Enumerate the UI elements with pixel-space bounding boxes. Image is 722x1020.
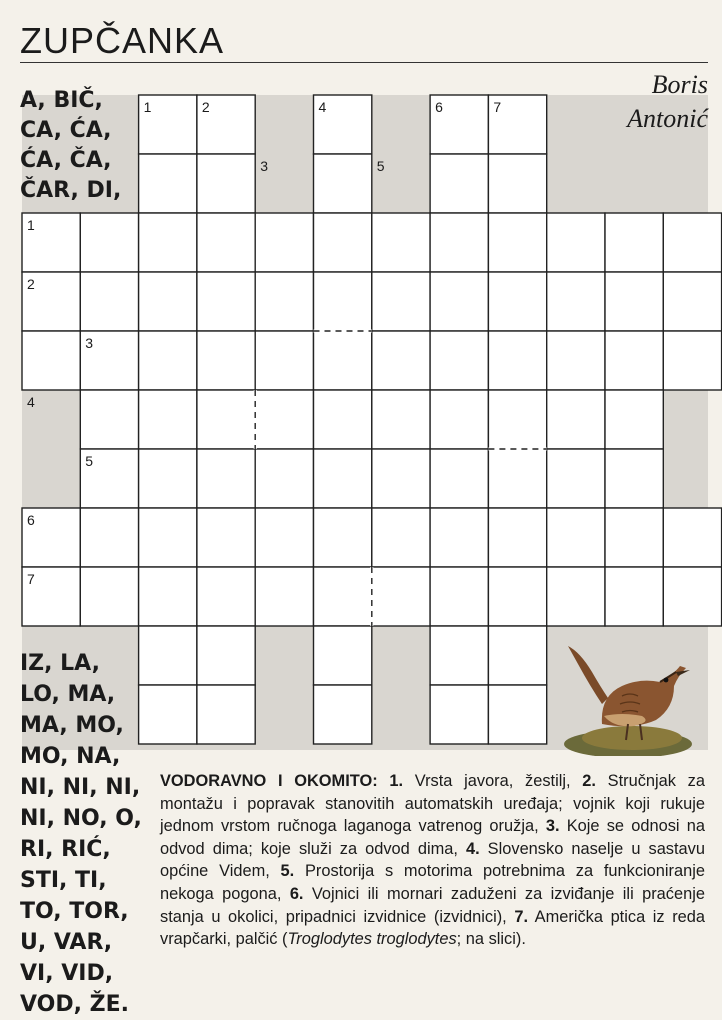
grid-cell[interactable] [139, 272, 197, 331]
grid-cell[interactable] [488, 626, 546, 685]
grid-cell[interactable] [139, 154, 197, 213]
clue-text: Koje se odnosi na odvod dima; koje služi za odvod dima, [160, 817, 705, 858]
grid-cell[interactable] [605, 390, 663, 449]
grid-cell[interactable] [430, 508, 488, 567]
grid-cell[interactable] [255, 331, 313, 390]
grid-cell[interactable] [430, 154, 488, 213]
grid-cell[interactable] [197, 154, 255, 213]
grid-cell[interactable] [488, 331, 546, 390]
clue-text: Slovensko naselje u sastavu općine Videm, [160, 839, 705, 881]
syllable-line: NI, NO, O, [20, 806, 142, 831]
syllable-line: STI, TI, [20, 868, 107, 893]
grid-cell[interactable] [197, 508, 255, 567]
clue-number: 1. [389, 772, 404, 790]
grid-cell[interactable] [605, 331, 663, 390]
grid-cell[interactable] [547, 390, 605, 449]
clue-number: 6. [289, 884, 304, 903]
clue-text: Vrsta javora, žestilj, [403, 772, 583, 790]
grid-cell[interactable] [80, 508, 138, 567]
grid-cell[interactable] [80, 272, 138, 331]
grid-cell[interactable] [488, 213, 546, 272]
cell-number: 6 [435, 99, 443, 115]
grid-cell[interactable] [430, 567, 488, 626]
syllable-line: TO, TOR, [20, 899, 129, 924]
clues-heading: VODORAVNO I OKOMITO: [160, 772, 378, 790]
grid-cell[interactable] [372, 331, 430, 390]
syllable-line: ČAR, DI, [20, 178, 122, 203]
syllable-line: CA, ĆA, [20, 118, 112, 143]
clue-text: Vojnici ili mornari zaduženi za izviđanje ili praćenje stanja u okolici, pripadnici izvidnice (izvidnici), [160, 884, 705, 926]
syllable-list-bottom [20, 648, 142, 1020]
syllable-line: RI, RIĆ, [20, 837, 111, 862]
clue-text: Američka ptica iz reda vrapčarki, palčić ( [160, 907, 705, 949]
syllable-list-top [20, 86, 121, 206]
syllable-line: MA, MO, [20, 713, 124, 738]
cell-number: 2 [27, 276, 35, 292]
grid-cell[interactable] [139, 567, 197, 626]
syllable-line: MO, NA, [20, 744, 121, 769]
cell-number: 7 [27, 571, 35, 587]
grid-cell[interactable] [547, 331, 605, 390]
grid-cell[interactable] [372, 508, 430, 567]
grid-cell[interactable] [488, 154, 546, 213]
author-last-name: Antonić [627, 104, 708, 133]
grid-cell[interactable] [430, 685, 488, 744]
syllable-line: IZ, LA, [20, 651, 100, 676]
grid-cell[interactable] [255, 390, 313, 449]
cell-number: 1 [27, 217, 35, 233]
grid-cell[interactable] [314, 626, 372, 685]
grid-cell[interactable] [488, 272, 546, 331]
grid-cell[interactable] [22, 331, 80, 390]
grid-cell[interactable] [80, 213, 138, 272]
grid-cell[interactable] [488, 508, 546, 567]
grid-cell[interactable] [139, 685, 197, 744]
grid-cell[interactable] [430, 213, 488, 272]
grid-cell[interactable] [197, 390, 255, 449]
grid-cell[interactable] [80, 390, 138, 449]
grid-cell[interactable] [663, 272, 721, 331]
grid-cell[interactable] [605, 449, 663, 508]
syllable-line: A, BIČ, [20, 88, 103, 113]
author-credit [627, 68, 708, 136]
grid-cell[interactable] [197, 272, 255, 331]
grid-cell[interactable] [255, 272, 313, 331]
grid-cell[interactable] [139, 390, 197, 449]
grid-cell[interactable] [314, 213, 372, 272]
clue-number: 5. [280, 862, 295, 881]
grid-cell[interactable] [197, 449, 255, 508]
grid-cell[interactable] [430, 449, 488, 508]
syllable-line: VI, VID, [20, 961, 114, 986]
grid-cell[interactable] [372, 390, 430, 449]
grid-cell[interactable] [197, 213, 255, 272]
grid-cell[interactable] [372, 213, 430, 272]
grid-cell[interactable] [372, 449, 430, 508]
grid-cell[interactable] [663, 508, 721, 567]
grid-cell[interactable] [547, 508, 605, 567]
grid-cell[interactable] [255, 449, 313, 508]
grid-cell[interactable] [255, 567, 313, 626]
syllable-line: U, VAR, [20, 930, 113, 955]
grid-cell[interactable] [488, 449, 546, 508]
clue-number: 7. [514, 907, 528, 926]
grid-cell[interactable] [663, 331, 721, 390]
syllable-line: ĆA, ČA, [20, 148, 112, 173]
clue-number: 2. [582, 772, 596, 790]
grid-cell[interactable] [314, 508, 372, 567]
grid-cell[interactable] [139, 508, 197, 567]
species-name: Troglodytes troglodytes [287, 930, 457, 949]
grid-cell[interactable] [80, 567, 138, 626]
grid-cell[interactable] [197, 567, 255, 626]
cell-number: 6 [27, 512, 35, 528]
clue-text: Stručnjak za montažu i popravak stanovitih automatskih uređaja; vojnik koji rukuje jednom vrstom ručnoga laganoga vatrenog oružja, [160, 772, 705, 836]
grid-cell[interactable] [314, 390, 372, 449]
cell-number: 2 [201, 99, 210, 115]
grid-cell[interactable] [488, 567, 546, 626]
grid-cell[interactable] [663, 213, 721, 272]
grid-cell[interactable] [430, 331, 488, 390]
cell-number: 5 [376, 158, 385, 174]
grid-cell[interactable] [605, 272, 663, 331]
clue-number: 3. [545, 817, 560, 836]
grid-cell[interactable] [314, 154, 372, 213]
grid-cell[interactable] [372, 272, 430, 331]
clue-number: 4. [465, 839, 480, 858]
grid-cell[interactable] [372, 567, 430, 626]
grid-cell[interactable] [197, 331, 255, 390]
grid-cell[interactable] [139, 449, 197, 508]
grid-cell[interactable] [255, 508, 313, 567]
clues-tail: ; na slici). [456, 930, 526, 949]
grid-cell[interactable] [488, 685, 546, 744]
grid-cell[interactable] [314, 331, 372, 390]
author-first-name: Boris [651, 70, 708, 99]
grid-cell[interactable] [605, 508, 663, 567]
grid-cell[interactable] [197, 685, 255, 744]
syllable-line: LO, MA, [20, 682, 116, 707]
grid-cell[interactable] [430, 390, 488, 449]
grid-cell[interactable] [139, 331, 197, 390]
puzzle-title: ZUPČANKA [20, 20, 225, 61]
cell-number: 7 [493, 99, 502, 115]
grid-cell[interactable] [488, 390, 546, 449]
grid-cell[interactable] [314, 449, 372, 508]
grid-cell[interactable] [547, 272, 605, 331]
cell-number: 4 [318, 99, 327, 115]
cell-number: 1 [143, 99, 152, 115]
grid-cell[interactable] [430, 272, 488, 331]
cell-number: 4 [27, 394, 35, 410]
grid-cell[interactable] [197, 626, 255, 685]
grid-cell[interactable] [605, 213, 663, 272]
grid-cell[interactable] [547, 449, 605, 508]
clue-text: Prostorija s motorima potrebnima za funkcioniranje nekoga pogona, [160, 862, 705, 903]
syllable-line: VOD, ŽE. [20, 992, 129, 1017]
grid-cell[interactable] [255, 213, 313, 272]
cell-number: 3 [85, 335, 94, 351]
grid-cell[interactable] [314, 567, 372, 626]
grid-cell[interactable] [547, 213, 605, 272]
grid-cell[interactable] [139, 626, 197, 685]
grid-cell[interactable] [139, 213, 197, 272]
grid-cell[interactable] [314, 685, 372, 744]
syllable-line: NI, NI, NI, [20, 775, 141, 800]
clues-text [160, 770, 705, 951]
cell-number: 3 [260, 158, 268, 174]
wren-bird-illustration [562, 616, 694, 756]
cell-number: 5 [85, 453, 94, 469]
grid-cell[interactable] [430, 626, 488, 685]
grid-cell[interactable] [314, 272, 372, 331]
